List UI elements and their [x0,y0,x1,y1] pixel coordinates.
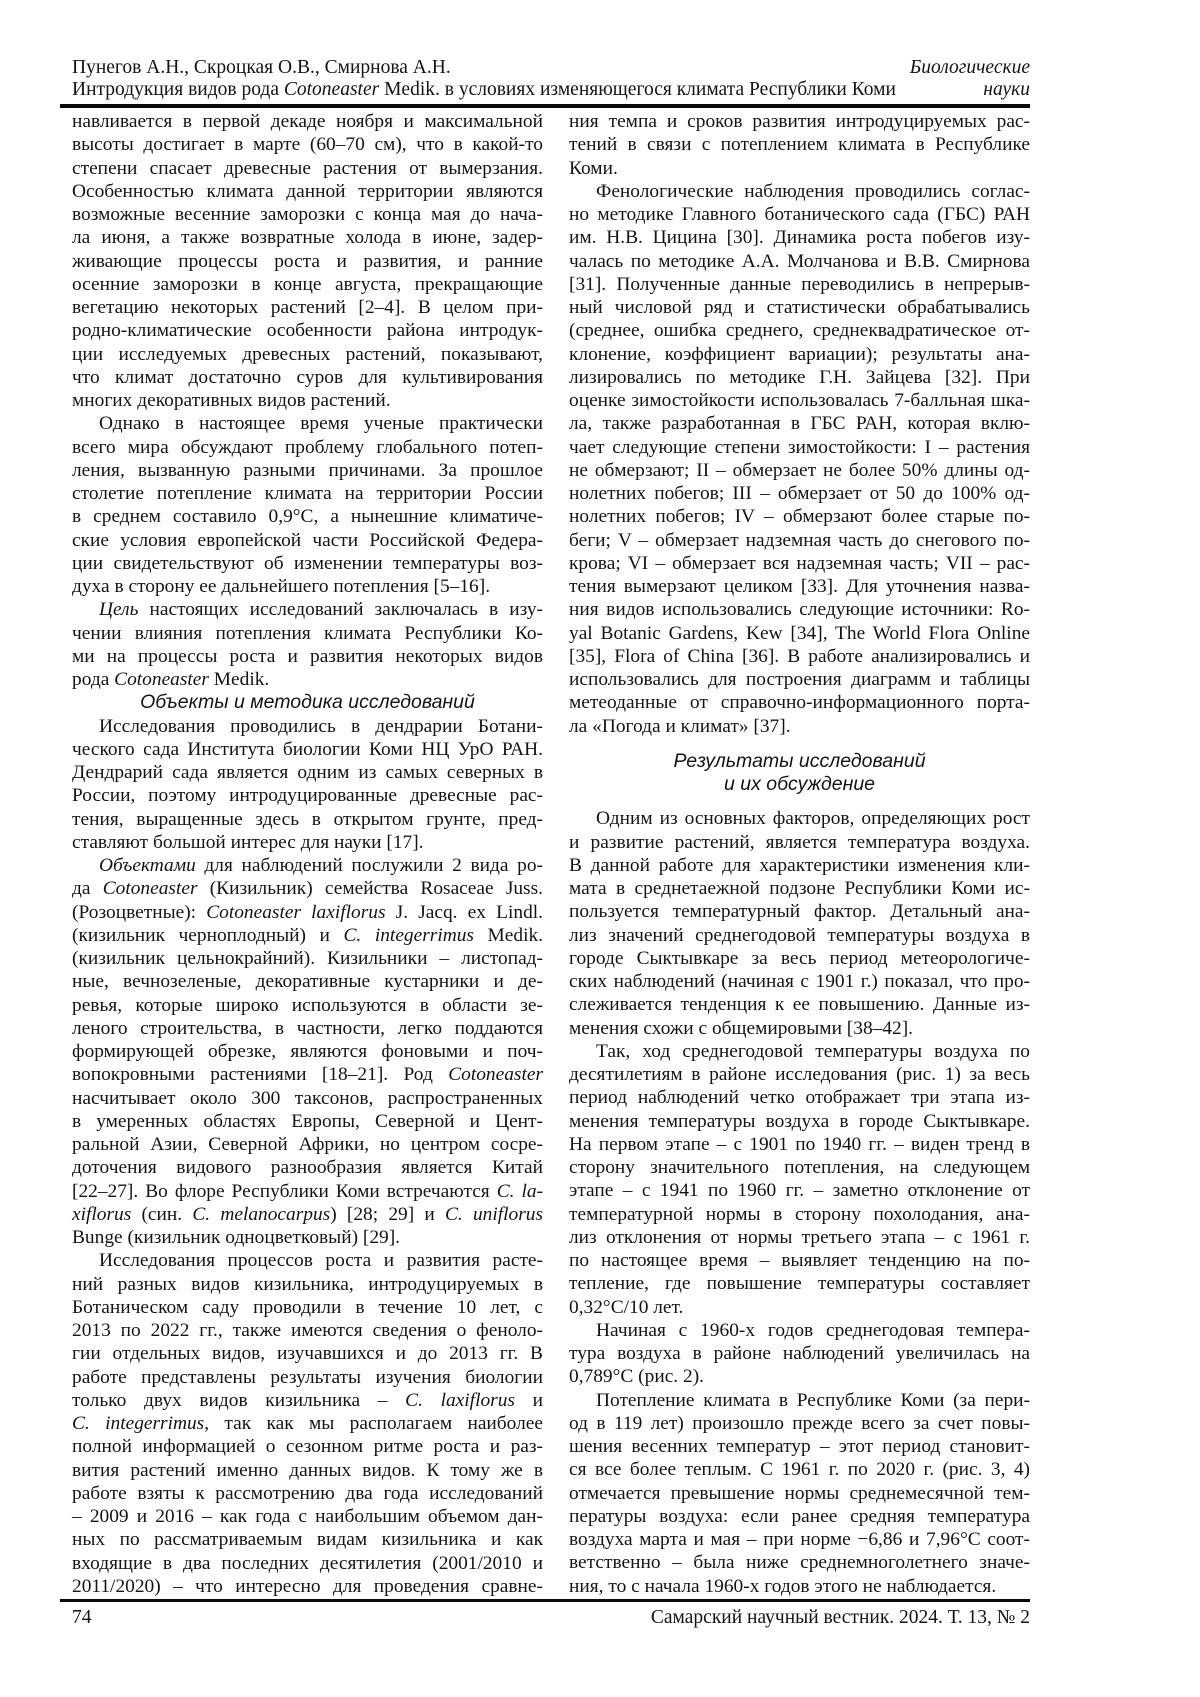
left-column [72,110,543,1598]
text-line [72,668,543,691]
text-line: многих декоративных видов растений. [72,390,391,411]
text-line: ревья, которые широко используются в области зе- [72,994,543,1016]
header-divider [60,104,1030,108]
italic-text-run: C. uniflorus [444,1203,543,1225]
text-run: J. Jacq. ex Lindl. [385,901,544,923]
text-line [72,1180,543,1203]
text-line [72,598,543,621]
text-line: Ботаническом саду проводили в течение 10 лет, с [72,1296,543,1318]
text-line: На первом этапе – с 1901 по 1940 гг. – виден тренд в [569,1133,1030,1155]
right-column [569,110,1030,1598]
text-line: всего мира обсуждают проблему глобального потеп- [72,436,543,458]
text-line: столетие потепление климата на территории России [72,483,543,504]
text-line: Особенностью климата данной территории являются [72,180,543,202]
italic-text-run: Cotoneaster [102,878,198,900]
text-run: (син. [131,1203,193,1225]
header-row-2 [72,79,1030,101]
text-line: од в 119 лет) произошло прежде всего за счет повы- [569,1412,1030,1434]
text-line: Потепление климата в Республике Коми (за пери- [596,1389,1030,1411]
text-line: сторону значительного потепления, на следующем [569,1157,1030,1178]
text-line: [35], Flora of China [36]. В работе анализировались и [569,645,1030,667]
text-line: Одним из основных факторов, определяющих рост [596,808,1030,830]
text-line: лиз значений среднегодовой температуры воздуха в [569,924,1030,946]
text-run: Medik. в условиях изменяющегося климата Республики Коми [379,78,896,100]
text-line [72,924,543,947]
text-line: ния темпа и сроков развития интродуцируемых рас- [569,111,1030,132]
page-number: 74 [72,1606,92,1628]
text-line: ских наблюдений (начиная с 1901 г.) показал, что про- [569,971,1030,992]
text-line: 0,32°С/10 лет. [569,1296,684,1318]
text-line: Коми. [569,157,618,179]
text-line: десятилетиям в районе исследования (рис. 1) за весь [569,1064,1030,1085]
text-line: пользуется температурный фактор. Детальный ана- [569,901,1030,923]
text-line: по настоящее время – выявляет тенденцию на по- [569,1250,1030,1271]
text-line: Bunge (кизильник одноцветковый) [29]. [72,1227,401,1248]
text-line: нолетних побегов; IV – обмерзают более старые по- [569,506,1030,528]
text-line: осенние заморозки в конце августа, прекращающие [72,273,543,295]
text-line: ветственно – была ниже среднемноголетнего значе- [569,1552,1030,1574]
text-line: ла, также разработанная в ГБС РАН, которая вклю- [569,413,1030,435]
text-line: нолетних побегов; III – обмерзает от 50 до 100% од- [569,483,1030,504]
text-line: метеоданные от справочно-информационного порта- [569,692,1030,714]
text-line: формирующей обрезке, являются фоновыми и поч- [72,1041,543,1062]
text-run: ) [28; 29] и [330,1203,445,1225]
text-line: ции исследуемых древесных растений, показывают, [72,343,543,365]
text-run: (кизильник черноплодный) и [72,924,344,946]
text-line: менения температуры воздуха в городе Сыктывкаре. [569,1110,1030,1132]
text-line [72,1203,543,1226]
text-line: Однако в настоящее время ученые практически [99,413,543,435]
text-line: ния, то с начала 1960-х годов этого не наблюдается. [569,1575,997,1597]
text-line: живающие процессы роста и развития, и ранние [72,250,543,272]
text-line: Дендрарий сада является одним из самых северных в [72,762,543,783]
text-line: ские условия европейской части Российской Федера- [72,529,543,551]
text-run: настоящих исследований заключалась в изу- [138,599,543,621]
text-line: чалась по методике А.А. Молчанова и В.В. Смирнова [569,250,1030,272]
text-line: беги; V – обмерзает надземная часть до снегового по- [569,529,1030,551]
text-line: ния видов использовались следующие источники: Ro- [569,599,1030,621]
text-line: период наблюдений четко отображает три этапа из- [569,1087,1030,1109]
text-line [72,854,543,877]
text-line [72,877,543,900]
header-section-line2: науки [983,78,1030,100]
text-line: ческого сада Института биологии Коми НЦ УрО РАН. [72,738,543,760]
text-line: отмечается превышение нормы среднемесячной тем- [569,1482,1030,1504]
text-line: ный числовой ряд и статистически обрабатывались [569,297,1030,318]
text-line: возможные весенние заморозки с конца мая до нача- [72,204,543,225]
text-line: ся все более теплым. С 1961 г. по 2020 г. (рис. 3, 4) [569,1459,1030,1481]
footer-row [72,1607,1030,1629]
text-run: Medik. [473,924,543,946]
text-line: пературы воздуха: если ранее средняя температура [569,1505,1030,1527]
italic-text-run: C. laxiflorus [405,1389,515,1411]
italic-text-run: C. la- [496,1180,543,1202]
text-line: лизировались по методике Г.Н. Зайцева [32]. При [569,366,1030,388]
text-line: городе Сыктывкаре за весь период метеорологиче- [569,947,1030,969]
text-line: этапе – с 1941 по 1960 гг. – заметно отклонение от [569,1180,1030,1202]
italic-text-run: Cotoneaster laxiflorus [206,901,386,923]
text-line: навливается в первой декаде ноября и максимальной [72,111,543,132]
text-line: ральной Азии, Северной Африки, но центром сосре- [72,1134,543,1155]
section-heading-line: Результаты исследований [673,749,926,772]
text-run: (Розоцветные): [72,901,207,923]
text-line: yal Botanic Gardens, Kew [34], The World Flora Online [569,622,1030,644]
text-line: тура воздуха в районе наблюдений увеличилась на [569,1343,1030,1364]
text-line: ла июня, а также возвратные холода в июне, задер- [72,227,543,249]
text-line: высоты достигает в марте (60–70 см), что в какой-то [72,134,543,156]
text-run: да [72,878,103,900]
text-line: но методике Главного ботанического сада (ГБС) РАН [569,204,1030,225]
text-line: полной информацией о сезонном ритме роста и раз- [72,1436,543,1458]
italic-text-run: xiflorus [72,1203,132,1225]
header-row-1 [72,57,1030,79]
text-line: менения схожи с общемировыми [38–42]. [569,1017,914,1039]
italic-text-run: Объектами [99,855,196,876]
text-line: гии отдельных видов, изучавшихся и до 2013 гг. В [72,1343,543,1365]
text-line: вегетацию некоторых растений [2–4]. В целом при- [72,297,543,318]
page-header [72,57,1030,108]
text-line: температурной нормы в сторону похолодания, ана- [569,1203,1030,1225]
text-line: работе взяты к рассмотрению два года исследований [72,1482,543,1504]
text-line: ла «Погода и климат» [37]. [569,715,791,737]
text-line: 2011/2020) – что интересно для проведения сравне- [72,1575,543,1597]
text-line: Исследования процессов роста и развития расте- [99,1250,543,1272]
section-heading-line: и их обсуждение [723,773,876,795]
text-line: ставляют большой интерес для науки [17]. [72,831,424,853]
italic-text-run: C. melanocarpus [192,1203,331,1225]
text-line: ных по рассматриваемым видам кизильника и как [72,1529,543,1551]
text-line: доточения видового разнообразия является Китай [72,1157,543,1179]
text-line: России, поэтому интродуцированные древесные рас- [72,785,543,807]
text-line: что климат достаточно суров для культивирования [72,366,543,388]
text-run: вопокровными растениями [18–21]. Род [72,1064,449,1086]
text-line: в умеренных областях Европы, Северной и Цент- [72,1110,543,1132]
text-line [72,1063,543,1086]
text-line: работе представлены результаты изучения биологии [72,1366,543,1388]
text-line: родно-климатические особенности района интродук- [72,320,543,342]
text-line: тения вымерзают целиком [33]. Для уточнения назва- [569,576,1030,597]
text-line: (среднее, ошибка среднего, среднеквадратическое от- [569,320,1030,342]
text-line: воздуха марта и мая – при норме −6,86 и 7,96°С соот- [569,1529,1030,1550]
text-run: , так как мы располагаем наиболее [204,1413,543,1434]
text-line: крова; VI – обмерзает вся надземная часть; VII – рас- [569,552,1030,574]
text-run: Medik. [208,669,270,690]
text-line: в среднем составило 0,9°С, а нынешние климатиче- [72,506,543,528]
text-line: вития растений именно данных видов. К тому же в [72,1459,543,1481]
text-run: только двух видов кизильника – [72,1389,406,1411]
text-line: клонение, коэффициент вариации); результаты ана- [569,343,1030,365]
text-line: оценке зимостойкости использовалась 7-балльная шка- [569,390,1030,411]
text-line: шения весенних температур – этот период становит- [569,1436,1030,1457]
text-line [72,1412,543,1435]
text-line: ные, вечнозеленые, декоративные кустарники и де- [72,971,543,993]
header-authors: Пунегов А.Н., Скроцкая О.В., Смирнова А.Н. [72,57,451,78]
text-line: тепление, где повышение температуры составляет [569,1273,1030,1295]
text-line: (кизильник цельнокрайний). Кизильники – листопад- [72,948,543,969]
text-line: Начиная с 1960-х годов среднегодовая темпера- [596,1319,1030,1341]
italic-text-run: C. integerrimus [343,924,474,946]
text-run: [22–27]. Во флоре Республики Коми встречаются [72,1180,497,1202]
text-line: ления, вызванную разными причинами. За прошлое [72,459,543,481]
page-footer [72,1599,1030,1629]
text-line: 2013 по 2022 гг., также имеются сведения о феноло- [72,1320,543,1341]
text-run: для наблюдений послужили 2 вида ро- [195,855,543,876]
text-line: ний разных видов кизильника, интродуцируемых в [72,1273,543,1295]
text-run: и [514,1389,543,1411]
text-line: Исследования проводились в дендрарии Ботани- [99,715,543,737]
text-line: 0,789°С (рис. 2). [569,1366,704,1388]
header-article-title [72,79,896,101]
text-line: чает следующие степени зимостойкости: I – растения [569,436,1030,458]
text-line: леного строительства, в частности, легко поддаются [72,1017,543,1039]
text-line: тения, выращенные здесь в открытом грунте, пред- [72,808,543,830]
text-line: использовались для построения диаграмм и таблицы [569,669,1030,690]
text-line: слеживается тенденция к ее повышению. Данные из- [569,994,1030,1016]
footer-divider [60,1599,1030,1602]
text-line: – 2009 и 2016 – как года с наибольшим объемом дан- [72,1506,543,1527]
text-run: (Кизильник) семейства Rosaceae Juss. [197,878,544,900]
text-line: лиз отклонения от нормы третьего этапа – с 1961 г. [569,1226,1030,1248]
section-heading-line: Объекты и методика исследований [140,691,475,714]
text-line: степени спасает древесные растения от вымерзания. [72,157,543,179]
text-run: рода [72,669,115,690]
text-line: входящие в два последних десятилетия (2001/2010 и [72,1552,543,1574]
text-line: духа в сторону ее дальнейшего потепления [5–16]. [72,576,491,597]
text-line: мата в среднетаежной подзоне Республики Коми ис- [569,878,1030,899]
text-line: чении влияния потепления климата Республики Ко- [72,622,543,644]
text-line: ции свидетельствуют об изменении температуры воз- [72,552,543,574]
header-section-line1: Биологические [909,57,1030,78]
italic-text-run: Цель [99,599,139,621]
text-line: Так, ход среднегодовой температуры воздуха по [596,1040,1030,1062]
text-line [72,1389,543,1412]
text-line: Фенологические наблюдения проводились соглас- [596,180,1030,202]
italic-text-run: C. integerrimus [72,1413,205,1434]
text-line: насчитывает около 300 таксонов, распространенных [72,1087,543,1109]
text-line: тений в связи с потеплением климата в Республике [569,134,1030,156]
text-line: и развитие растений, является температура воздуха. [569,831,1030,853]
italic-text-run: Cotoneaster [448,1064,543,1086]
text-line: [31]. Полученные данные переводились в непрерыв- [569,273,1030,295]
text-line: ми на процессы роста и развития некоторых видов [72,645,543,667]
text-line: не обмерзают; II – обмерзает не более 50% длины од- [569,459,1030,481]
italic-text-run: Cotoneaster [114,669,209,690]
text-line: им. Н.В. Цицина [30]. Динамика роста побегов изу- [569,227,1030,249]
text-line [72,901,543,924]
journal-reference: Самарский научный вестник. 2024. Т. 13, № 2 [650,1606,1030,1628]
italic-text-run: Cotoneaster [283,78,380,100]
text-line: В данной работе для характеристики изменения кли- [569,854,1030,876]
article-body [72,110,1030,1598]
text-run: Интродукция видов рода [72,78,284,100]
